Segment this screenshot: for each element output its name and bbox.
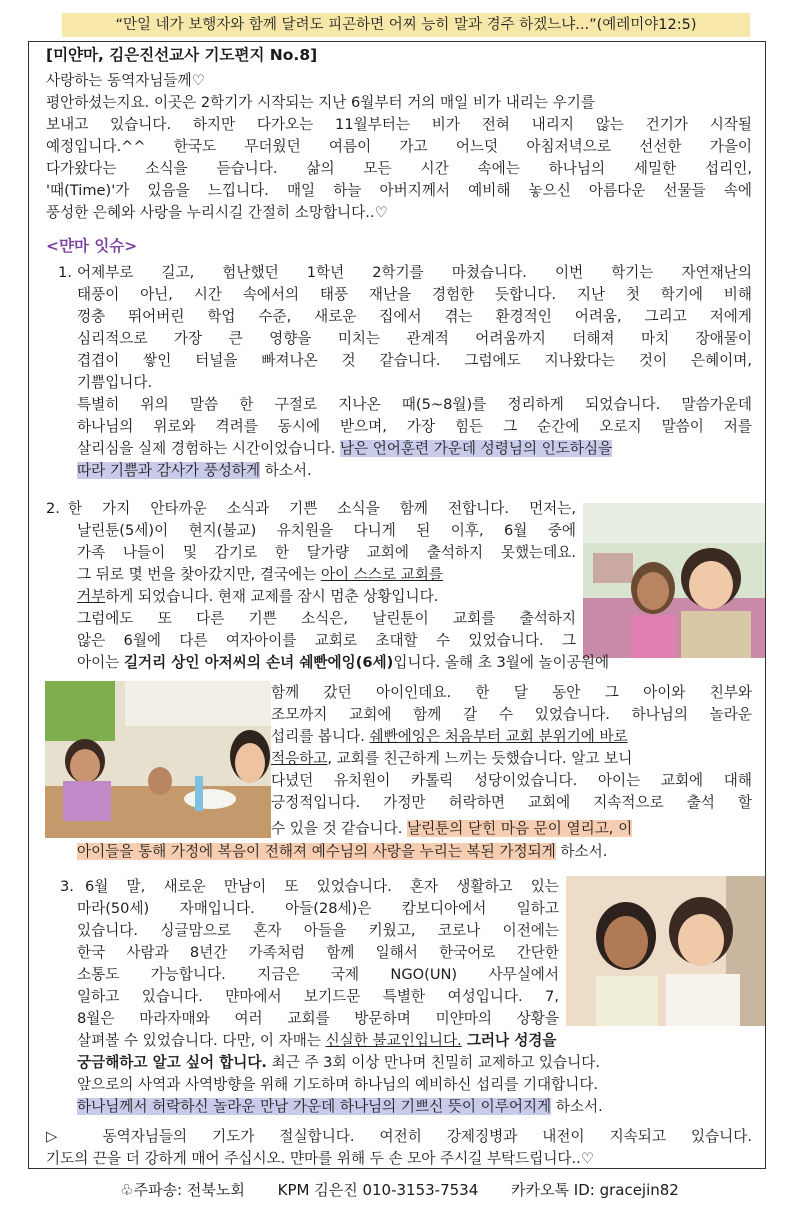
item-number: 1. xyxy=(58,264,72,281)
greeting: 사랑하는 동역자님들께♡ xyxy=(46,72,205,89)
prayer-highlight: 아이들을 통해 가정에 복음이 전해져 예수님의 사랑을 누리는 복된 가정되게 xyxy=(77,843,556,860)
contact-info: KPM 김은진 010-3153-7534 xyxy=(277,1181,479,1199)
footer xyxy=(0,1178,799,1202)
photo-woman-and-girl xyxy=(583,503,765,658)
letter-title: [미얀마, 김은진선교사 기도편지 No.8] xyxy=(46,46,318,64)
prayer-highlight: 하나님께서 허락하신 놀라운 만남 가운데 하나님의 기쁘신 뜻이 이루어지게 xyxy=(77,1098,552,1115)
prayer-highlight: 남은 언어훈련 가운데 성령님의 인도하심을 xyxy=(339,440,613,457)
kakao-id: 카카오톡 ID: gracejin82 xyxy=(511,1181,679,1199)
photo-church-meal xyxy=(45,681,271,838)
sender-info: ♧주파송: 전북노회 xyxy=(120,1181,245,1199)
verse-banner: “만일 네가 보행자와 함께 달려도 피곤하면 어찌 능히 말과 경주 하겠느냐...”(예레미야12:5) xyxy=(62,13,750,37)
item-number: 3. xyxy=(60,878,74,895)
item-number: 2. xyxy=(46,500,60,517)
prayer-highlight: 따라 기쁨과 감사가 풍성하게 xyxy=(77,462,261,479)
prayer-highlight: 날린툰의 닫힌 마음 문이 열리고, 이 xyxy=(406,820,633,837)
section-title: <먄마 잇슈> xyxy=(46,237,138,255)
photo-two-women xyxy=(566,876,765,1026)
